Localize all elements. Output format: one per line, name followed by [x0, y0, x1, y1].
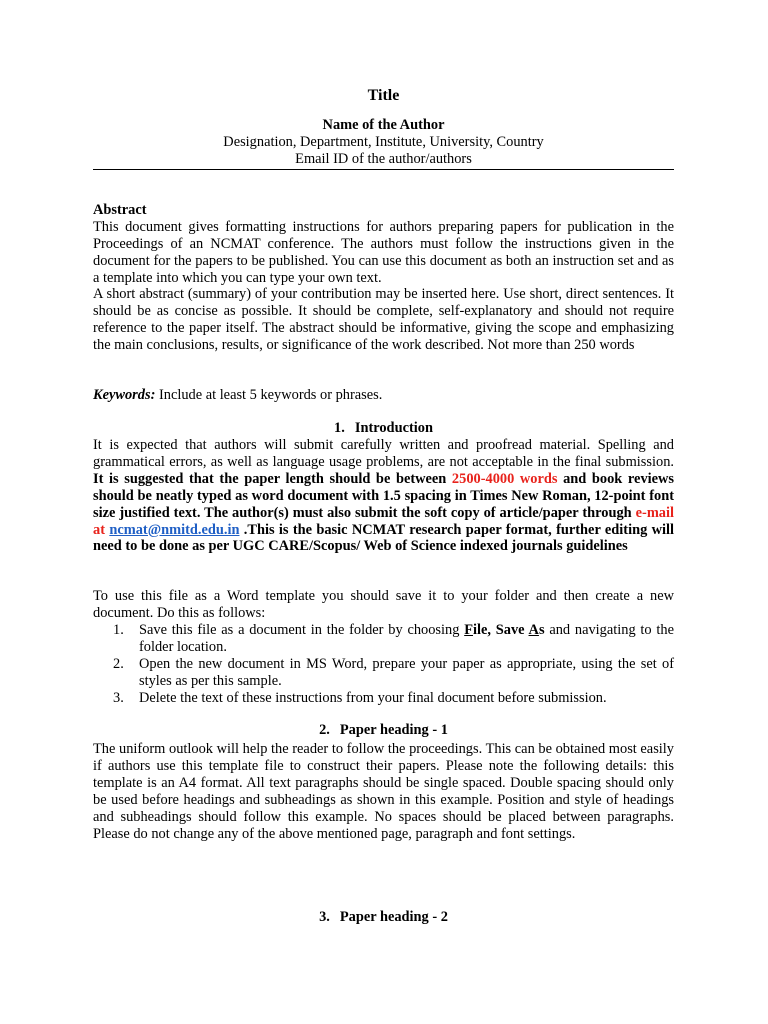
abstract-paragraph-1: This document gives formatting instructions for authors preparing papers for publication in the Proceedings of an NCMAT conference. The authors must follow the instructions given in the document for the papers to be published. You can use this document as both an instruction set and as a template into which you can type your own text. [93, 219, 674, 286]
step-text: and navigating to the folder location. [139, 622, 674, 655]
intro-paragraph-2: To use this file as a Word template you should save it to your folder and then create a new document. Do this as follows: [93, 588, 674, 621]
email-link[interactable]: ncmat@nmitd.edu.in [109, 521, 240, 538]
author-name: Name of the Author [322, 117, 445, 133]
intro-paragraph-1 [93, 437, 674, 555]
intro-bold-text-a: It is suggested that the paper length should be between [93, 470, 452, 487]
step-number: 1. [113, 622, 124, 638]
abstract-heading: Abstract [93, 202, 147, 218]
section-2-heading [93, 722, 674, 739]
step-menu-hotkey: F [464, 622, 473, 638]
intro-email-label: e-mail at [93, 504, 674, 538]
header-divider [93, 169, 674, 170]
intro-word-count: 2500-4000 words [451, 470, 558, 487]
instruction-steps-list [93, 622, 674, 707]
intro-bold-text-b: and book reviews should be neatly typed as word document with 1.5 spacing in Times New Roman, 12-point font size justified text. The author(s) must also submit the soft copy of article/paper through [93, 470, 675, 521]
section-3-title: Paper heading - 2 [339, 909, 448, 925]
section-2-paragraph: The uniform outlook will help the reader to follow the proceedings. This can be obtained most easily if authors use this template file to construct their papers. Please note the following details: this template is an A4 format. All text paragraphs should be single spaced. Double spacing should only be used before headings and subheadings as shown in this example. Position and style of headings and subheadings should follow this example. No spaces should be placed between paragraphs. Please do not change any of the above mentioned page, paragraph and font settings. [93, 741, 674, 842]
step-text: Open the new document in MS Word, prepare your paper as appropriate, using the set of styles as per this sample. [139, 655, 674, 689]
list-item [93, 622, 674, 656]
author-email-line: Email ID of the author/authors [295, 151, 472, 167]
section-2-number: 2. [319, 722, 330, 738]
section-2-title: Paper heading - 1 [339, 722, 448, 738]
list-item [93, 690, 674, 707]
section-1-title: Introduction [354, 420, 433, 436]
step-menu-text: s [538, 622, 545, 638]
step-number: 3. [113, 689, 124, 706]
step-text: Delete the text of these instructions from your final document before submission. [139, 689, 607, 706]
section-1-number: 1. [334, 420, 345, 436]
keywords-line [93, 387, 674, 404]
step-menu-text: ile, Save [472, 622, 529, 638]
section-1-heading [93, 420, 674, 437]
step-text: Save this file as a document in the folder by choosing [139, 622, 465, 638]
section-3-heading [93, 909, 674, 926]
intro-bold-text-c: .This is the basic NCMAT research paper format, further editing will need to be done as per UGC CARE/Scopus/ Web of Science indexed journals guidelines [93, 521, 674, 555]
keywords-label: Keywords: [93, 387, 156, 403]
keywords-text: Include at least 5 keywords or phrases. [155, 387, 383, 403]
abstract-paragraph-2: A short abstract (summary) of your contribution may be inserted here. Use short, direct sentences. It should be as concise as possible. It should be complete, self-explanatory and should not require reference to the paper itself. The abstract should be informative, giving the scope and emphasizing the main conclusions, results, or significance of the work described. Not more than 250 words [93, 286, 674, 353]
author-affiliation: Designation, Department, Institute, University, Country [223, 134, 544, 150]
step-menu-hotkey: A [528, 622, 539, 638]
list-item [93, 656, 674, 690]
paper-title: Title [367, 87, 400, 104]
step-number: 2. [113, 655, 124, 672]
section-3-number: 3. [319, 909, 330, 925]
intro-plain-text: It is expected that authors will submit carefully written and proofread material. Spelling and grammatical errors, as well as language usage problems, are not acceptable in the final submission. [93, 437, 674, 470]
